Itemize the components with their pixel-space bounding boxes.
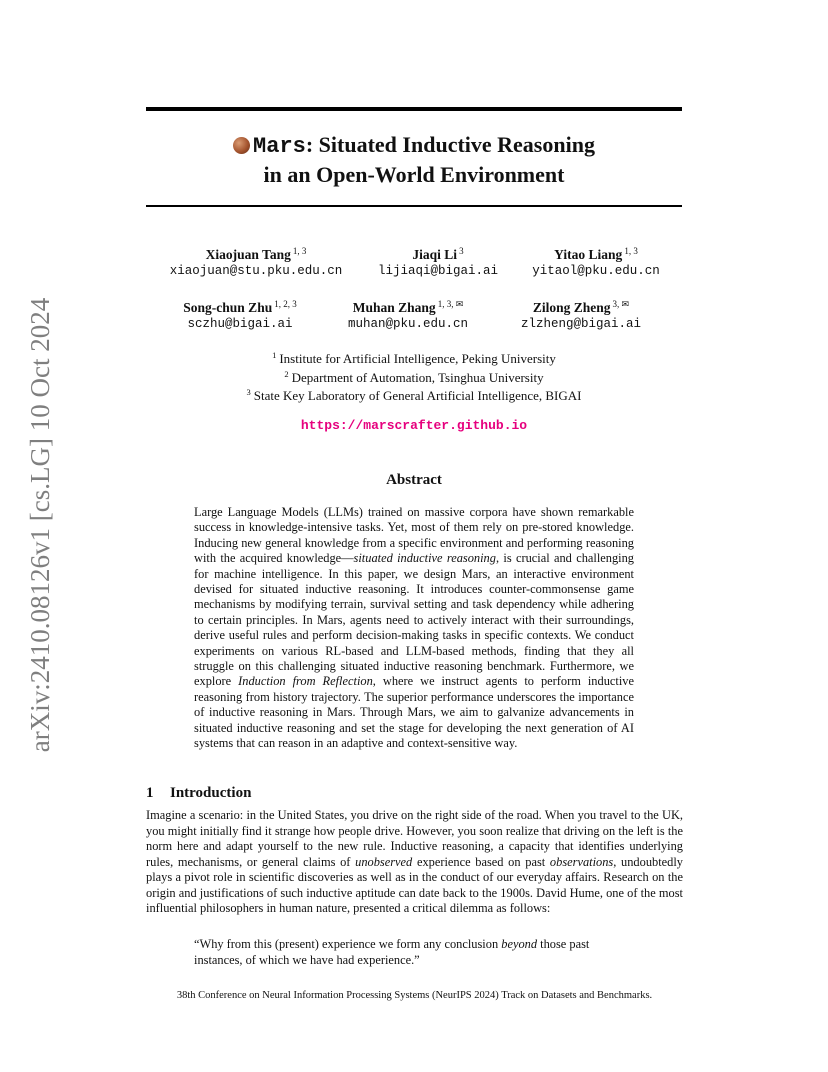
affiliation-text: Institute for Artificial Intelligence, Peking University — [279, 351, 556, 366]
mars-planet-icon — [233, 137, 250, 154]
arxiv-stamp: arXiv:2410.08126v1 [cs.LG] 10 Oct 2024 — [25, 297, 55, 753]
intro-paragraph — [146, 808, 683, 917]
author-name: Muhan Zhang — [352, 300, 436, 315]
title-line2: in an Open-World Environment — [263, 162, 565, 187]
quote-text: those past instances, of which we have had experience.” — [194, 937, 590, 967]
section-heading — [146, 785, 251, 802]
intro-text: , undoubtedly plays a pivot role in scientific discoveries as well as in the conduct of our everyday affairs. Research on the origin and justifications of such inductive aptitude can date back to the 1900s. David Hume, one of the most influential philosophers in human nature, presented a critical dilemma as follows: — [146, 854, 683, 915]
paper-title — [146, 131, 682, 189]
affiliation-number: 1 — [272, 350, 277, 360]
section-number: 1 — [146, 785, 154, 801]
abstract-text: , is crucial and challenging for machine intelligence. In this paper, we design Mars, an interactive environment devised for situated inductive reasoning. It introduces counter-commonsense game mechanisms by modifying terrain, survival setting and task dependency while adhering to certain principles. In Mars, agents need to actively interact with their surroundings, derive useful rules and perform decision-making tasks in specific contexts. We conduct experiments on various RL-based and LLM-based methods, finding that they all struggle on this challenging situated inductive reasoning benchmark. Furthermore, we explore — [194, 551, 634, 689]
affiliation-number: 3 — [246, 387, 251, 397]
title-line1: : Situated Inductive Reasoning — [305, 132, 595, 157]
author-email[interactable]: zlzheng@bigai.ai — [520, 317, 642, 331]
author-affil-marks: 3, ✉ — [612, 299, 630, 309]
affiliation-line — [146, 385, 682, 404]
abstract-text: Large Language Models (LLMs) trained on massive corpora have shown remarkable success in knowledge-intensive tasks. Yet, most of them rely on pre-stored knowledge. Inducing new general knowledge from a specific environment and performing reasoning with the acquired knowledge— — [194, 505, 634, 566]
section-title: Introduction — [170, 785, 252, 801]
author-block — [151, 243, 361, 280]
intro-text: experience based on past — [412, 854, 550, 869]
author-name: Xiaojuan Tang — [205, 247, 291, 262]
author-block — [491, 243, 701, 280]
affiliation-line — [146, 348, 682, 367]
title-rule — [146, 205, 682, 207]
abstract-body — [194, 505, 634, 752]
affiliation-text: Department of Automation, Tsinghua University — [291, 369, 544, 385]
author-affil-marks: 1, 3, ✉ — [437, 299, 464, 309]
conference-footer: 38th Conference on Neural Information Processing Systems (NeurIPS 2024) Track on Datasets and Benchmarks. — [176, 990, 653, 1001]
author-name: Yitao Liang — [554, 247, 623, 262]
quote-emphasis: beyond — [501, 937, 538, 951]
affiliation-text: State Key Laboratory of General Artificial Intelligence, BIGAI — [253, 388, 582, 403]
quote-text: “Why from this (present) experience we form any conclusion — [194, 937, 502, 951]
author-name: Jiaqi Li — [412, 247, 458, 262]
author-name: Zilong Zheng — [532, 300, 611, 315]
affiliations — [146, 348, 682, 404]
author-affil-marks: 1, 3 — [624, 246, 638, 256]
abstract-heading: Abstract — [386, 472, 442, 488]
intro-text: Imagine a scenario: in the United States, you drive on the right side of the road. When you travel to the UK, you might initially find it strange how people drive. However, you soon realize that driving on the left is the norm here and adapt yourself to the new rule. Inductive reasoning, a capacity that identifies underlying rules, mechanisms, or general claims of — [146, 808, 683, 869]
author-email[interactable]: lijiaqi@bigai.ai — [377, 264, 499, 278]
abstract-emphasis: situated inductive reasoning — [353, 551, 496, 566]
affiliation-line — [146, 367, 682, 386]
top-rule — [146, 107, 682, 111]
intro-emphasis: observations — [549, 854, 614, 869]
project-url-link[interactable]: https://marscrafter.github.io — [300, 418, 528, 433]
abstract-emphasis: Induction from Reflection — [238, 674, 373, 689]
author-email[interactable]: xiaojuan@stu.pku.edu.cn — [169, 264, 343, 278]
author-email[interactable]: muhan@pku.edu.cn — [347, 317, 469, 331]
affiliation-number: 2 — [284, 368, 289, 379]
abstract-text: , where we instruct agents to perform inductive reasoning from history trajectory. The superior performance underscores the importance of inductive reasoning in Mars. Through Mars, we aim to galvanize advancements in situated inductive reasoning and set the stage for developing the next generation of AI systems that can reason in an adaptive and context-sensitive way. — [194, 674, 634, 751]
author-affil-marks: 1, 2, 3 — [274, 299, 297, 309]
intro-emphasis: unobserved — [355, 854, 413, 869]
author-name: Song-chun Zhu — [183, 300, 273, 315]
author-email[interactable]: sczhu@bigai.ai — [187, 317, 293, 331]
author-block — [476, 296, 686, 333]
hume-quote — [194, 937, 634, 968]
author-affil-marks: 1, 3 — [292, 246, 307, 256]
author-email[interactable]: yitaol@pku.edu.cn — [532, 264, 660, 278]
title-mars: Mars — [253, 134, 306, 159]
author-affil-marks: 3 — [459, 246, 464, 256]
